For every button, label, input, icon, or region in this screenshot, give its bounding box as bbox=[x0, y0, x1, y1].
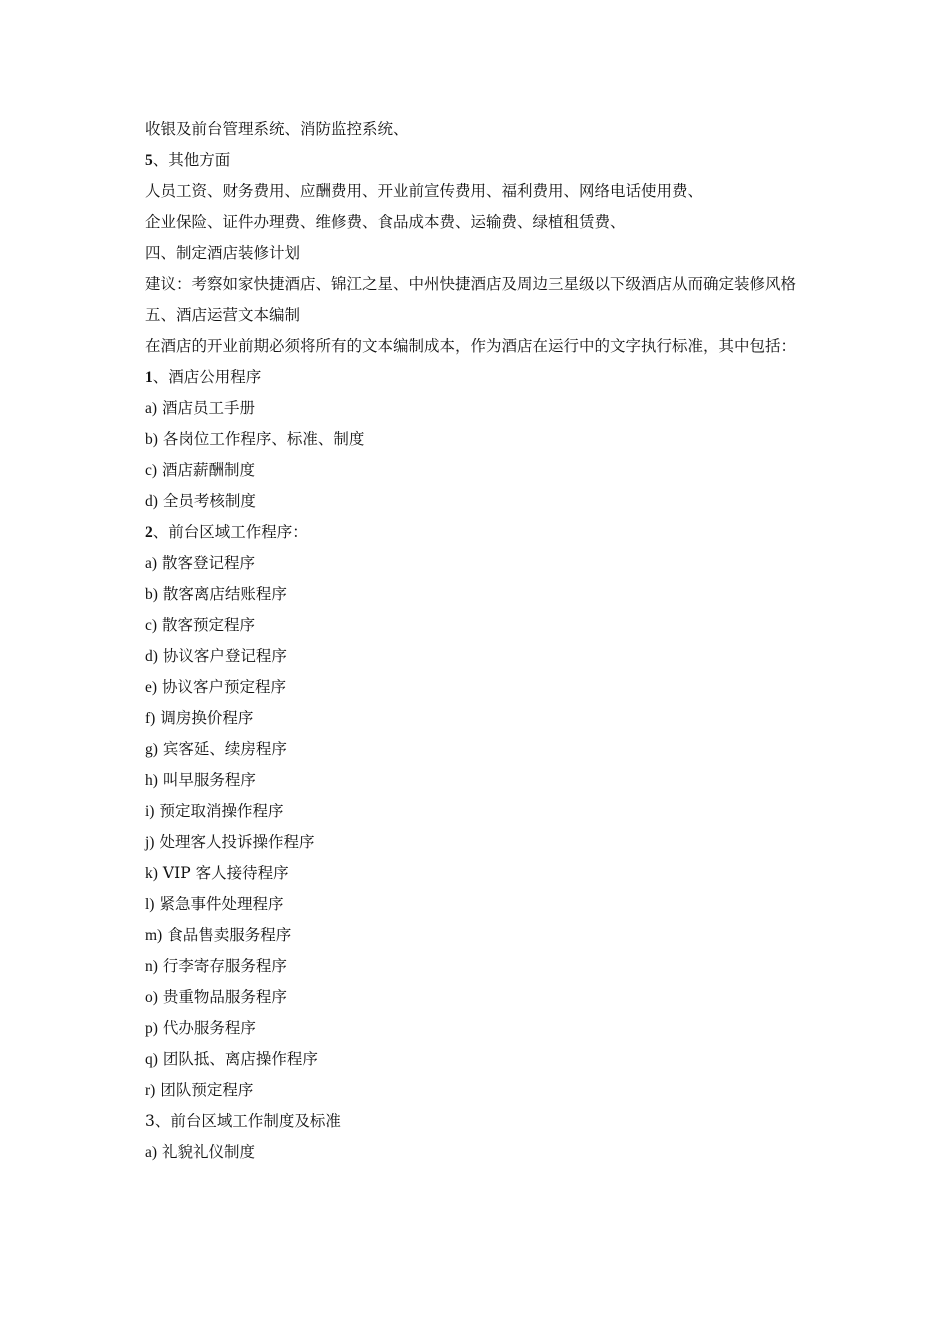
line-text: 人员工资、财务费用、应酬费用、开业前宣传费用、福利费用、网络电话使用费、 bbox=[145, 182, 704, 200]
list-item bbox=[145, 548, 820, 579]
line-text: 企业保险、证件办理费、维修费、食品成本费、运输费、绿植租赁费、 bbox=[145, 213, 626, 231]
list-item bbox=[145, 455, 820, 486]
line-text: 协议客户预定程序 bbox=[162, 678, 287, 696]
document-page bbox=[145, 114, 820, 1168]
list-item-label: a) bbox=[145, 1144, 158, 1161]
list-item bbox=[145, 982, 820, 1013]
section-heading bbox=[145, 145, 820, 176]
line-text: 散客离店结账程序 bbox=[162, 585, 287, 603]
list-item bbox=[145, 703, 820, 734]
line-text: 行李寄存服务程序 bbox=[162, 957, 287, 975]
list-item bbox=[145, 1044, 820, 1075]
list-item-label: n) bbox=[145, 958, 158, 975]
list-item-label: a) bbox=[145, 400, 158, 417]
section-heading bbox=[145, 517, 820, 548]
line-text: 食品售卖服务程序 bbox=[167, 926, 292, 944]
line-text: 各岗位工作程序、标准、制度 bbox=[162, 430, 365, 448]
line-text: 五、酒店运营文本编制 bbox=[145, 306, 301, 324]
list-item-label: b) bbox=[145, 586, 158, 603]
list-item bbox=[145, 920, 820, 951]
line-text: 酒店员工手册 bbox=[162, 399, 256, 417]
line-text: 酒店薪酬制度 bbox=[162, 461, 256, 479]
line-text: 散客预定程序 bbox=[162, 616, 256, 634]
line-text: 四、制定酒店装修计划 bbox=[145, 244, 301, 262]
list-item-label: m) bbox=[145, 927, 163, 944]
list-item bbox=[145, 424, 820, 455]
list-item-label: i) bbox=[145, 803, 155, 820]
line-text: 团队抵、离店操作程序 bbox=[162, 1050, 318, 1068]
list-item-label: c) bbox=[145, 462, 158, 479]
list-item bbox=[145, 610, 820, 641]
section-number: 2 bbox=[145, 524, 153, 541]
list-item-label: o) bbox=[145, 989, 158, 1006]
list-item-label: d) bbox=[145, 648, 158, 665]
section-number: 1 bbox=[145, 369, 153, 386]
line-text: 贵重物品服务程序 bbox=[162, 988, 287, 1006]
list-item bbox=[145, 1137, 820, 1168]
list-item-label: a) bbox=[145, 555, 158, 572]
list-item bbox=[145, 1075, 820, 1106]
list-item bbox=[145, 393, 820, 424]
list-item-label: k) bbox=[145, 865, 158, 882]
section-number: 5 bbox=[145, 152, 153, 169]
line-text: 、酒店公用程序 bbox=[152, 368, 262, 386]
line-text: 在酒店的开业前期必须将所有的文本编制成本，作为酒店在运行中的文字执行标准，其中包括： bbox=[145, 337, 797, 355]
line-text: 散客登记程序 bbox=[162, 554, 256, 572]
list-item bbox=[145, 951, 820, 982]
list-item bbox=[145, 889, 820, 920]
list-item bbox=[145, 641, 820, 672]
list-item-label: d) bbox=[145, 493, 158, 510]
line-text: 团队预定程序 bbox=[160, 1081, 254, 1099]
line-text: 、其他方面 bbox=[152, 151, 231, 169]
text-line bbox=[145, 331, 820, 362]
line-text: 紧急事件处理程序 bbox=[159, 895, 284, 913]
line-text: 礼貌礼仪制度 bbox=[162, 1143, 256, 1161]
list-item bbox=[145, 858, 820, 889]
list-item bbox=[145, 579, 820, 610]
list-item bbox=[145, 765, 820, 796]
line-text: 3、前台区域工作制度及标准 bbox=[145, 1112, 341, 1130]
line-text: 叫早服务程序 bbox=[162, 771, 256, 789]
list-item-label: l) bbox=[145, 896, 155, 913]
line-text: 、前台区域工作程序： bbox=[152, 523, 308, 541]
list-item bbox=[145, 827, 820, 858]
line-text: 宾客延、续房程序 bbox=[162, 740, 287, 758]
line-text: 收银及前台管理系统、消防监控系统、 bbox=[145, 120, 409, 138]
list-item-label: h) bbox=[145, 772, 158, 789]
list-item-label: q) bbox=[145, 1051, 158, 1068]
list-item-label: b) bbox=[145, 431, 158, 448]
line-text: 调房换价程序 bbox=[160, 709, 254, 727]
text-line bbox=[145, 269, 820, 300]
list-item bbox=[145, 734, 820, 765]
list-item-label: j) bbox=[145, 834, 155, 851]
text-line bbox=[145, 114, 820, 145]
line-text: 代办服务程序 bbox=[162, 1019, 256, 1037]
list-item-label: f) bbox=[145, 710, 156, 727]
list-item-label: c) bbox=[145, 617, 158, 634]
list-item bbox=[145, 796, 820, 827]
list-item bbox=[145, 1013, 820, 1044]
list-item bbox=[145, 672, 820, 703]
text-line bbox=[145, 238, 820, 269]
list-item-label: r) bbox=[145, 1082, 156, 1099]
line-text: 处理客人投诉操作程序 bbox=[159, 833, 315, 851]
text-line bbox=[145, 207, 820, 238]
text-line bbox=[145, 1106, 820, 1137]
text-line bbox=[145, 176, 820, 207]
text-line bbox=[145, 300, 820, 331]
line-text: 全员考核制度 bbox=[162, 492, 256, 510]
line-text: 预定取消操作程序 bbox=[159, 802, 284, 820]
list-item-label: g) bbox=[145, 741, 158, 758]
line-text: 建议：考察如家快捷酒店、锦江之星、中州快捷酒店及周边三星级以下级酒店从而确定装修风格 bbox=[145, 275, 797, 293]
section-heading bbox=[145, 362, 820, 393]
line-text: VIP 客人接待程序 bbox=[162, 864, 289, 882]
line-text: 协议客户登记程序 bbox=[162, 647, 287, 665]
list-item-label: p) bbox=[145, 1020, 158, 1037]
list-item bbox=[145, 486, 820, 517]
list-item-label: e) bbox=[145, 679, 158, 696]
